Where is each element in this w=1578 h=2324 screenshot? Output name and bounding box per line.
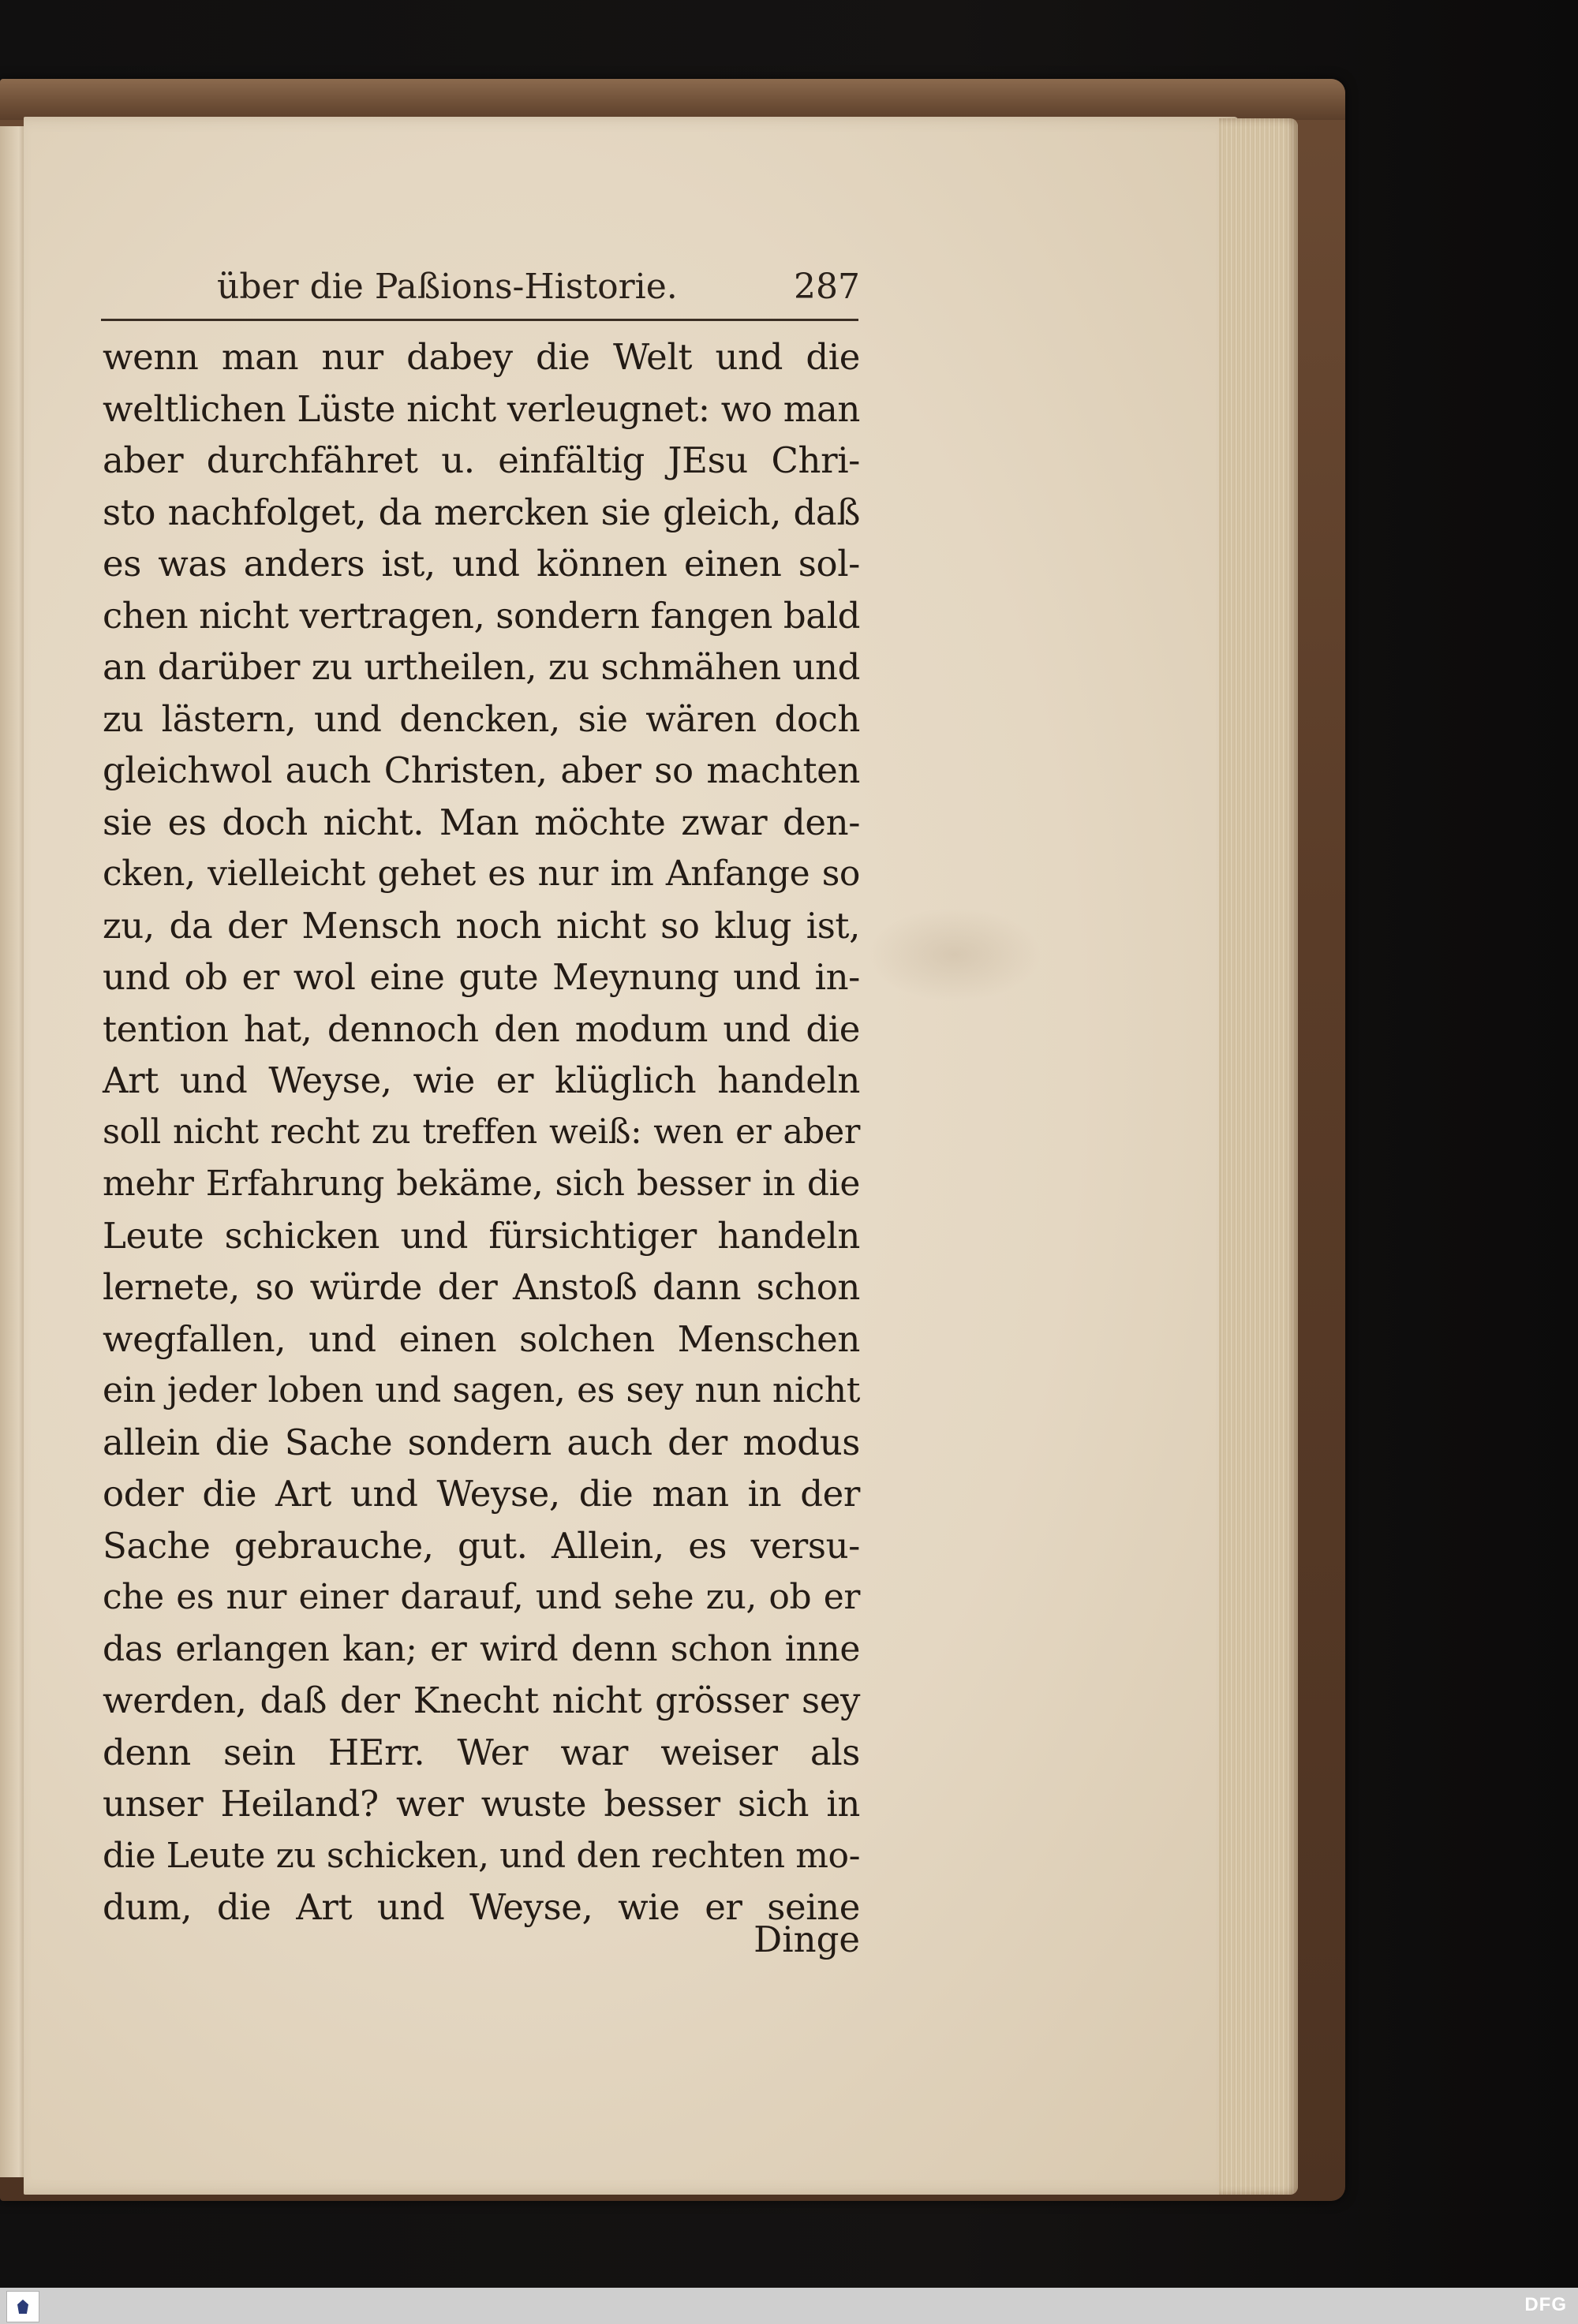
- text-line: soll nicht recht zu treffen weiß: wen er aber: [103, 1112, 860, 1152]
- text-line: wegfallen, und einen solchen Menschen: [103, 1317, 860, 1360]
- text-line: ein jeder loben und sagen, es sey nun nicht: [103, 1370, 860, 1410]
- text-line: an darüber zu urtheilen, zu schmähen und: [103, 646, 860, 688]
- text-line: aber durchfähret u. einfältig JEsu Chri-: [103, 439, 860, 481]
- library-crest-icon: [6, 2291, 39, 2322]
- viewer-footer-bar: [0, 2288, 1578, 2324]
- text-line: denn sein HErr. Wer war weiser als: [103, 1731, 860, 1773]
- text-line: lernete, so würde der Anstoß dann schon: [103, 1266, 860, 1308]
- text-line: Sache gebrauche, gut. Allein, es versu-: [103, 1524, 860, 1567]
- text-line: es was anders ist, und können einen sol-: [103, 543, 860, 585]
- facing-page-edge: [0, 126, 27, 2177]
- show-through-marks: [868, 907, 1041, 1002]
- text-line: cken, vielleicht gehet es nur im Anfange so: [103, 854, 860, 894]
- text-line: allein die Sache sondern auch der modus: [103, 1421, 860, 1463]
- text-line: zu, da der Mensch noch nicht so klug ist,: [103, 904, 860, 947]
- text-line: mehr Erfahrung bekäme, sich besser in die: [103, 1164, 860, 1204]
- page-block-edges: [1219, 118, 1298, 2195]
- text-line: chen nicht vertragen, sondern fangen bald: [103, 594, 861, 637]
- catchword: Dinge: [753, 1919, 860, 1960]
- text-line: werden, daß der Knecht nicht grösser sey: [103, 1679, 860, 1721]
- text-line: oder die Art und Weyse, die man in der: [103, 1473, 860, 1515]
- text-line: che es nur einer darauf, und sehe zu, ob er: [103, 1577, 860, 1617]
- text-line: das erlangen kan; er wird denn schon inne: [103, 1628, 860, 1669]
- crest-mark: [17, 2300, 28, 2314]
- catchword-area: [103, 0, 860, 2324]
- running-header-title: über die Paßions-Historie.: [217, 267, 678, 307]
- text-line: sto nachfolget, da mercken sie gleich, daß: [103, 491, 860, 533]
- text-line: zu lästern, und dencken, sie wären doch: [103, 697, 860, 740]
- text-line: sie es doch nicht. Man möchte zwar den-: [103, 801, 860, 843]
- page-number: 287: [794, 267, 860, 307]
- text-line: tention hat, dennoch den modum und die: [103, 1007, 860, 1050]
- text-line: wenn man nur dabey die Welt und die: [103, 336, 860, 378]
- text-line: Leute schicken und fürsichtiger handeln: [103, 1214, 860, 1257]
- text-line: weltlichen Lüste nicht verleugnet: wo man: [103, 387, 860, 430]
- text-line: und ob er wol eine gute Meynung und in-: [103, 956, 860, 998]
- text-line: gleichwol auch Christen, aber so machten: [103, 749, 860, 791]
- text-line: die Leute zu schicken, und den rechten mo-: [103, 1835, 861, 1876]
- dfg-label: DFG: [1524, 2294, 1567, 2315]
- text-line: unser Heiland? wer wuste besser sich in: [103, 1783, 860, 1825]
- text-line: Art und Weyse, wie er klüglich handeln: [103, 1059, 860, 1101]
- text-line: dum, die Art und Weyse, wie er seine: [103, 1886, 860, 1928]
